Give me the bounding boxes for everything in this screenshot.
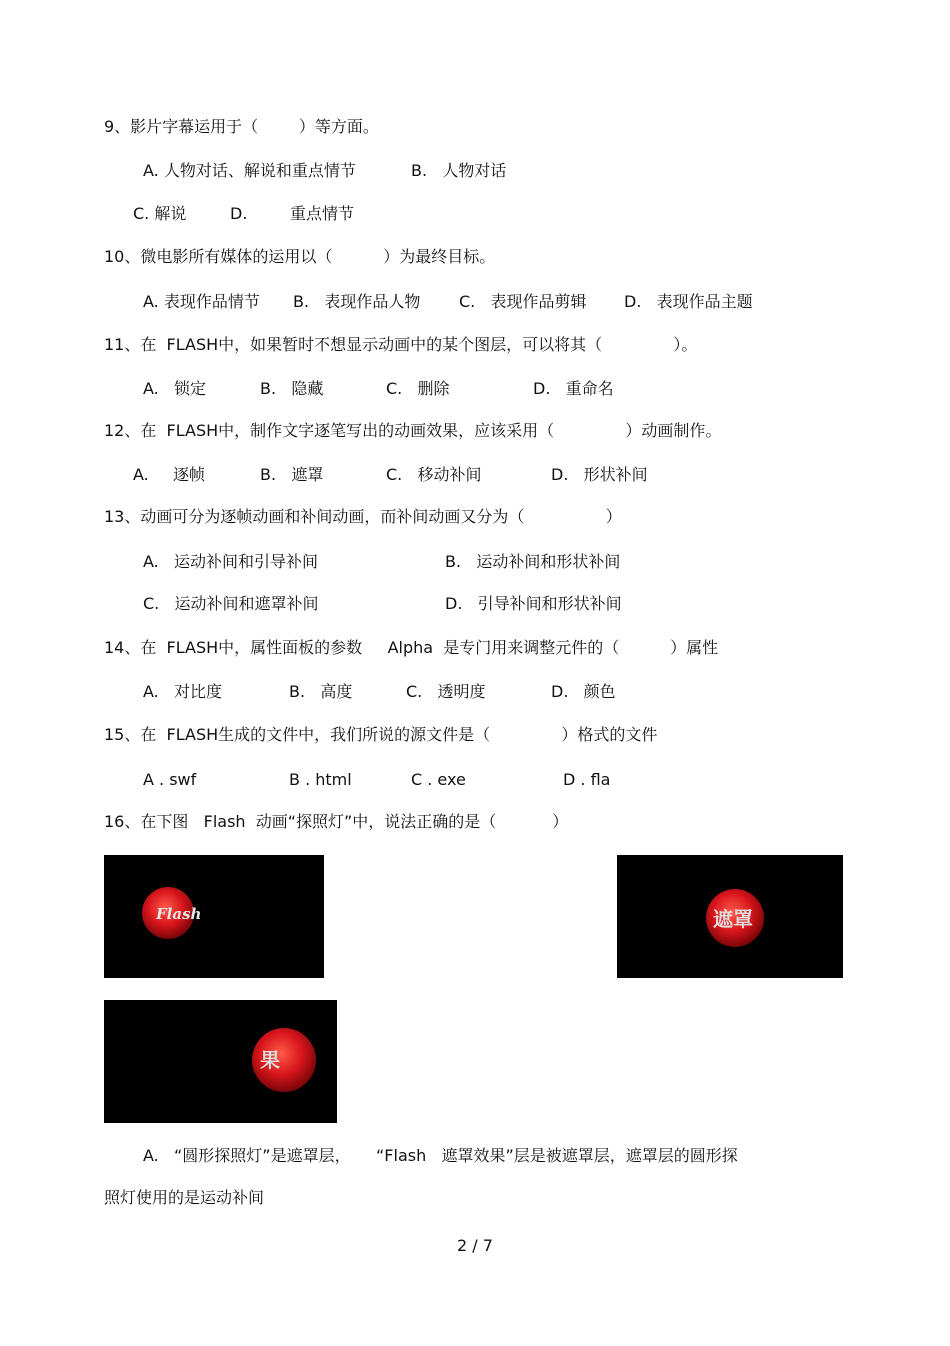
question-11-stem: 11、在 FLASH中，如果暂时不想显示动画中的某个图层，可以将其（ ）。 [104,335,698,354]
spotlight-text: Flash [156,905,202,923]
question-13-option-c[interactable]: C. 运动补间和遮罩补间 [143,594,319,613]
question-9-option-a[interactable]: A. 人物对话、解说和重点情节 [143,161,356,180]
question-12-option-d[interactable]: D. 形状补间 [551,465,648,484]
question-10-option-b[interactable]: B. 表现作品人物 [293,292,421,311]
page-number: 2 / 7 [457,1236,493,1255]
question-9-option-c[interactable]: C. 解说 [133,204,187,223]
question-13-option-d[interactable]: D. 引导补间和形状补间 [445,594,622,613]
question-10-option-a[interactable]: A. 表现作品情节 [143,292,260,311]
question-14-stem: 14、在 FLASH中，属性面板的参数 Alpha 是专门用来调整元件的（ ）属性 [104,638,719,657]
question-10-stem: 10、微电影所有媒体的运用以（ ）为最终目标。 [104,247,496,266]
question-10-option-d[interactable]: D. 表现作品主题 [624,292,753,311]
question-14-option-c[interactable]: C. 透明度 [406,682,486,701]
question-16-option-a-line1[interactable]: A. “圆形探照灯”是遮罩层， “Flash 遮罩效果”层是被遮罩层，遮罩层的圆形探 [143,1146,738,1165]
question-9-option-d-text: 重点情节 [290,204,355,223]
question-9-stem: 9、影片字幕运用于（ ）等方面。 [104,117,379,136]
question-13-stem: 13、动画可分为逐帧动画和补间动画，而补间动画又分为（ ） [104,507,622,526]
question-14-option-d[interactable]: D. 颜色 [551,682,616,701]
question-12-option-b[interactable]: B. 遮罩 [260,465,324,484]
question-9-option-d-letter[interactable]: D. [230,204,248,223]
question-12-option-a-letter[interactable]: A. [133,465,149,484]
spotlight-frame-1 [104,855,324,978]
question-15-stem: 15、在 FLASH生成的文件中，我们所说的源文件是（ ）格式的文件 [104,725,658,744]
question-11-option-a[interactable]: A. 锁定 [143,379,207,398]
question-16-stem: 16、在下图 Flash 动画“探照灯”中，说法正确的是（ ） [104,812,569,831]
spotlight-text: 果 [260,1048,280,1072]
question-15-option-c[interactable]: C . exe [411,770,466,789]
question-14-option-b[interactable]: B. 高度 [289,682,353,701]
spotlight-frame-3 [104,1000,337,1123]
spotlight-frame-3-image [104,1000,337,1123]
question-12-option-c[interactable]: C. 移动补间 [386,465,482,484]
question-9-option-b[interactable]: B. 人物对话 [411,161,507,180]
question-16-option-a-line2: 照灯使用的是运动补间 [104,1188,265,1207]
question-13-option-b[interactable]: B. 运动补间和形状补间 [445,552,621,571]
question-14-option-a[interactable]: A. 对比度 [143,682,223,701]
question-15-option-d[interactable]: D . fla [563,770,611,789]
spotlight-frame-2-image [617,855,843,978]
question-11-option-d[interactable]: D. 重命名 [533,379,614,398]
spotlight-frame-2 [617,855,843,978]
spotlight-text: 遮罩 [713,907,753,931]
question-11-option-c[interactable]: C. 删除 [386,379,450,398]
question-11-option-b[interactable]: B. 隐藏 [260,379,324,398]
question-15-option-a[interactable]: A . swf [143,770,197,789]
question-15-option-b[interactable]: B . html [289,770,352,789]
question-12-stem: 12、在 FLASH中，制作文字逐笔写出的动画效果，应该采用（ ）动画制作。 [104,421,722,440]
question-10-option-c[interactable]: C. 表现作品剪辑 [459,292,587,311]
question-13-option-a[interactable]: A. 运动补间和引导补间 [143,552,319,571]
spotlight-frame-1-image [104,855,324,978]
question-12-option-a-text: 逐帧 [173,465,206,484]
